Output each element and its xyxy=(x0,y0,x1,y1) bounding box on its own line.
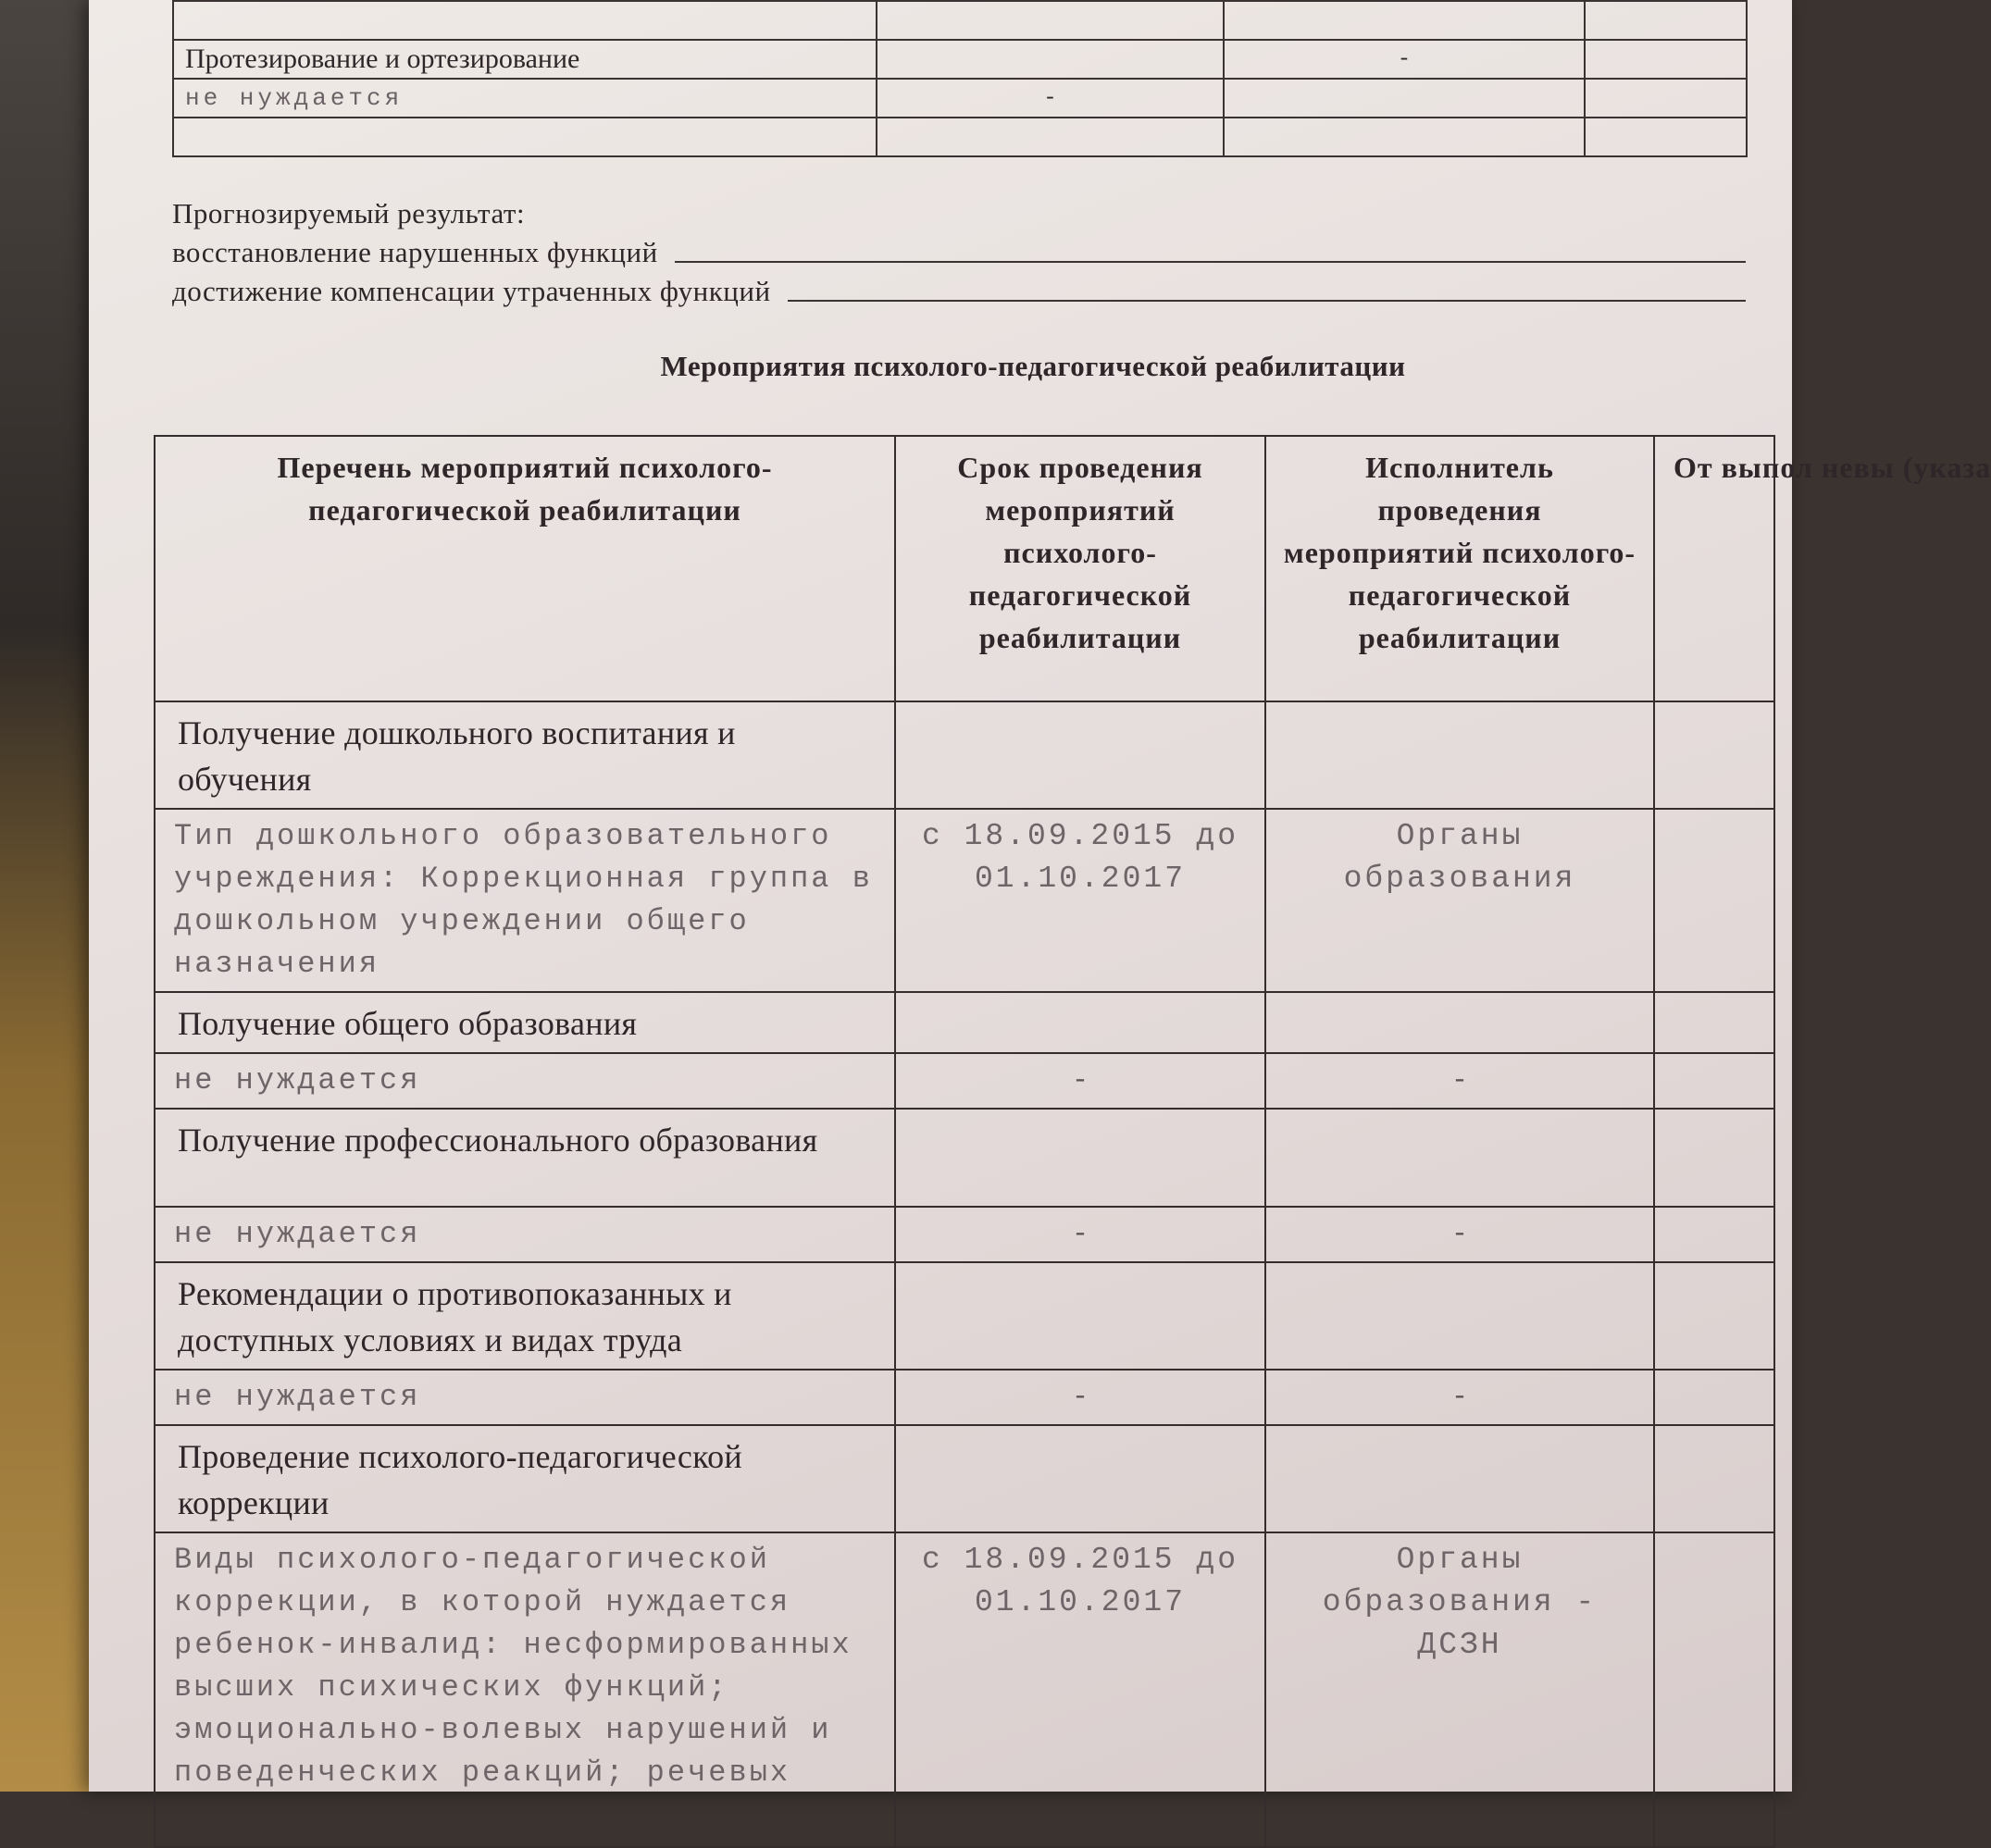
row-executor: - xyxy=(1265,1053,1654,1109)
table-row xyxy=(155,1370,1774,1425)
row-detail: не нуждается xyxy=(155,1370,895,1425)
table-row xyxy=(173,118,1747,156)
table-row xyxy=(155,1532,1774,1847)
row-period: - xyxy=(895,1207,1265,1262)
table-row xyxy=(173,1,1747,40)
prosthetics-label: Протезирование и ортезирование xyxy=(173,40,877,79)
row-detail: не нуждается xyxy=(155,1207,895,1262)
table-row xyxy=(173,40,1747,79)
row-executor: - xyxy=(1265,1370,1654,1425)
header-measures: Перечень мероприятий психолого-педагогической реабилитации xyxy=(155,436,895,701)
table-row xyxy=(155,1053,1774,1109)
table-row xyxy=(155,701,1774,809)
table-row xyxy=(155,1109,1774,1207)
row-label: Проведение психолого-педагогической коррекции xyxy=(155,1425,895,1532)
header-row xyxy=(155,436,1774,701)
row-detail: Виды психолого-педагогической коррекции, в которой нуждается ребенок-инвалид: несформированных высших психических функций; эмоционально-волевых нарушений и поведенческих реакций; речевых xyxy=(155,1532,895,1847)
row-period: - xyxy=(895,1053,1265,1109)
blank-line xyxy=(675,260,1746,263)
dash-cell: - xyxy=(1224,40,1585,79)
row-period: с 18.09.2015 до 01.10.2017 xyxy=(895,809,1265,992)
row-executor: Органы образования xyxy=(1265,809,1654,992)
dash-cell: - xyxy=(877,79,1224,118)
row-period: - xyxy=(895,1370,1265,1425)
table-row xyxy=(155,1425,1774,1532)
row-label: Получение дошкольного воспитания и обучения xyxy=(155,701,895,809)
header-completion: От выпол невы (указа xyxy=(1654,436,1774,701)
prosthetics-table xyxy=(172,0,1748,157)
table-row xyxy=(155,1207,1774,1262)
row-executor: - xyxy=(1265,1207,1654,1262)
not-needed-label: не нуждается xyxy=(173,79,877,118)
prognosis-compensation-label: достижение компенсации утраченных функций xyxy=(172,275,771,307)
row-label: Получение общего образования xyxy=(155,992,895,1053)
prognosis-restore-label: восстановление нарушенных функций xyxy=(172,236,658,268)
table-row xyxy=(173,79,1747,118)
header-period: Срок проведения мероприятий психолого-педагогической реабилитации xyxy=(895,436,1265,701)
row-detail: не нуждается xyxy=(155,1053,895,1109)
blank-line xyxy=(788,299,1746,302)
header-executor: Исполнитель проведения мероприятий психолого-педагогической реабилитации xyxy=(1265,436,1654,701)
paper-sheet xyxy=(89,0,1991,1792)
row-executor: Органы образования - ДСЗН xyxy=(1265,1532,1654,1847)
row-detail: Тип дошкольного образовательного учреждения: Коррекционная группа в дошкольном учреждении общего назначения xyxy=(155,809,895,992)
row-label: Рекомендации о противопоказанных и доступных условиях и видах труда xyxy=(155,1262,895,1370)
prognosis-block xyxy=(172,194,1746,311)
table-row xyxy=(155,1262,1774,1370)
prognosis-heading: Прогнозируемый результат: xyxy=(172,197,526,229)
table-row xyxy=(155,992,1774,1053)
document-content xyxy=(163,0,1991,1792)
row-period: с 18.09.2015 до 01.10.2017 xyxy=(895,1532,1265,1847)
table-row xyxy=(155,809,1774,992)
row-label: Получение профессионального образования xyxy=(155,1109,895,1207)
section-title: Мероприятия психолого-педагогической реабилитации xyxy=(660,350,1406,382)
rehabilitation-table xyxy=(154,435,1991,1848)
